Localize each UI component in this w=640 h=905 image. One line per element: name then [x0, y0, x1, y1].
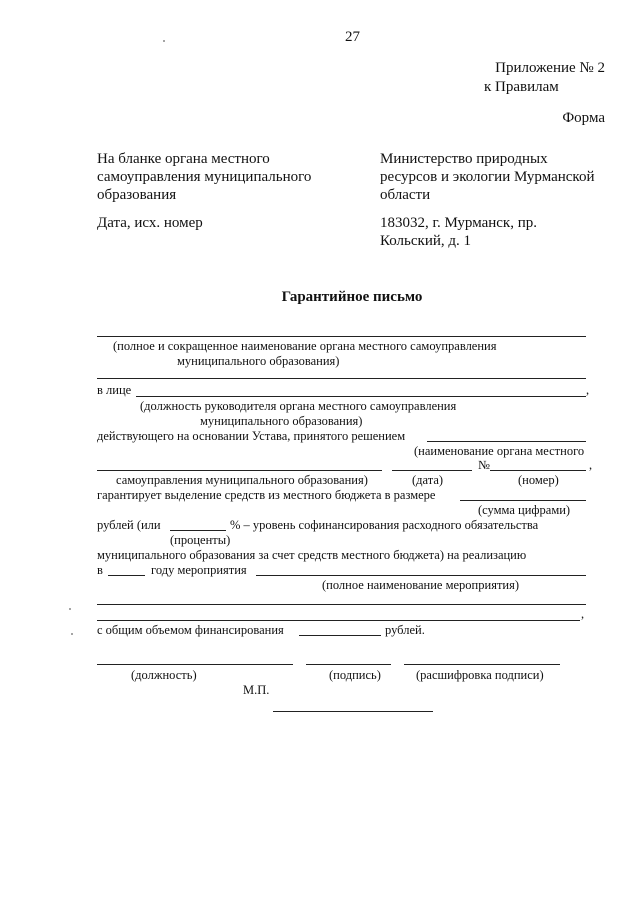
comma-2: ,: [589, 458, 593, 472]
acting-on-charter: действующего на основании Устава, принятого решением: [97, 429, 406, 443]
hint-date: (дата): [412, 473, 444, 487]
decision-date-line: [392, 470, 472, 471]
year-line: [108, 575, 145, 576]
sender-line-1: На бланке органа местного: [97, 151, 270, 167]
scan-speck: [69, 608, 71, 610]
hint-event: (полное наименование мероприятия): [322, 578, 520, 592]
decoding-line: [404, 664, 560, 665]
rubles-post: % – уровень софинансирования расходного обязательства: [230, 518, 539, 532]
recipient-address-2: Кольский, д. 1: [380, 233, 472, 249]
hint-self-gov: самоуправления муниципального образования): [116, 473, 368, 487]
hint-signature: (подпись): [329, 668, 381, 682]
comma-1: ,: [586, 383, 590, 397]
sum-line: [460, 500, 586, 501]
page-number: 27: [345, 29, 360, 45]
year-events: году мероприятия: [151, 563, 247, 577]
org-name-line: [97, 336, 586, 337]
hint-head-2: муниципального образования): [200, 414, 363, 428]
recipient-address-1: 183032, г. Мурманск, пр.: [380, 215, 537, 231]
hint-org-2: муниципального образования): [177, 354, 340, 368]
form-label: Форма: [562, 110, 605, 126]
event-name-line: [256, 575, 586, 576]
in-person-label: в лице: [97, 383, 132, 397]
position-line: [97, 664, 293, 665]
signature-line: [306, 664, 391, 665]
hint-sum: (сумма цифрами): [478, 503, 571, 517]
hint-position: (должность): [131, 668, 197, 682]
number-sign: №: [478, 458, 490, 472]
event-name-line-3: [97, 620, 580, 621]
appendix-rules: к Правилам: [484, 79, 559, 95]
hint-number: (номер): [518, 473, 559, 487]
recipient-line-2: ресурсов и экологии Мурманской: [380, 169, 595, 185]
guarantees-text: гарантирует выделение средств из местного бюджета в размере: [97, 488, 436, 502]
hint-org-1: (полное и сокращенное наименование органа местного самоуправления: [113, 339, 497, 353]
total-financing-pre: с общим объемом финансирования: [97, 623, 284, 637]
sender-line-3: образования: [97, 187, 177, 203]
appendix-number: Приложение № 2: [495, 60, 605, 76]
hint-body-name: (наименование органа местного: [414, 444, 585, 458]
stamp-place: М.П.: [243, 683, 270, 697]
comma-3: ,: [581, 607, 585, 621]
head-name-line: [136, 396, 586, 397]
scan-speck: [163, 40, 165, 42]
percent-line: [170, 530, 226, 531]
org-name-line-2: [97, 378, 586, 379]
decision-line: [427, 441, 586, 442]
sender-line-2: самоуправления муниципального: [97, 169, 312, 185]
recipient-line-3: области: [380, 187, 431, 203]
decision-number-line: [490, 470, 586, 471]
hint-percent: (проценты): [170, 533, 231, 547]
hint-head-1: (должность руководителя органа местного самоуправления: [140, 399, 457, 413]
event-name-line-2: [97, 604, 586, 605]
in-label: в: [97, 563, 103, 577]
rubles-pre: рублей (или: [97, 518, 161, 532]
total-sum-line: [299, 635, 381, 636]
municipal-text: муниципального образования за счет средств местного бюджета) на реализацию: [97, 548, 527, 562]
date-reference: Дата, исх. номер: [97, 215, 203, 231]
hint-decoding: (расшифровка подписи): [416, 668, 544, 682]
letter-title: Гарантийное письмо: [281, 289, 423, 305]
bottom-rule: [273, 711, 433, 712]
scan-speck: [71, 633, 73, 635]
total-financing-post: рублей.: [385, 623, 425, 637]
recipient-line-1: Министерство природных: [380, 151, 548, 167]
self-gov-name-line: [97, 470, 382, 471]
